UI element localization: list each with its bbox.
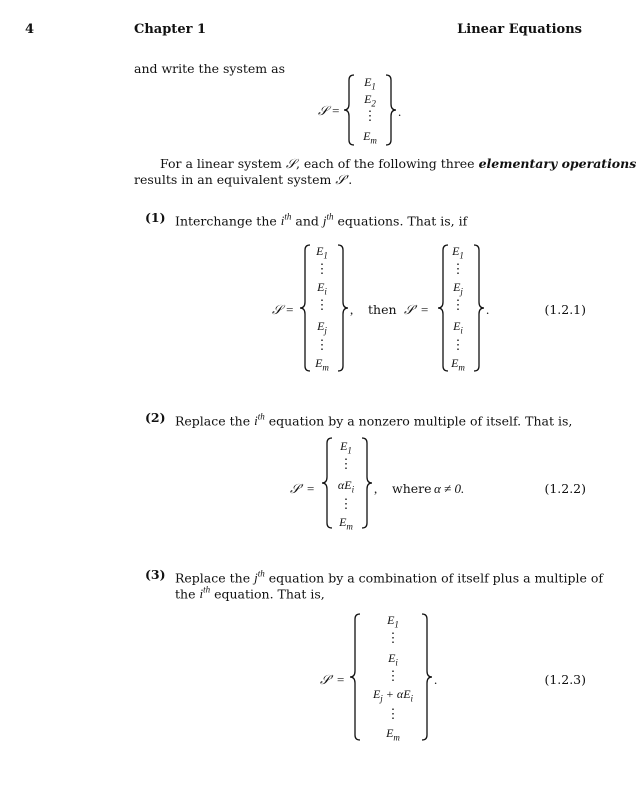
op1-text: Interchange the $i^{th}$ and $j^{th}$ equations. That is, if <box>175 212 468 229</box>
entry-ej-plus-alpha-ei: $E_j + \alpha E_i$ <box>372 687 414 704</box>
system-period: . <box>398 104 402 119</box>
eq-number-1-2-3: (1.2.3) <box>544 672 586 687</box>
eq1-lhs: 𝒮 = <box>272 302 295 317</box>
op3-text-line-2: the $i^{th}$ equation. That is, <box>175 585 325 602</box>
vdots: ⋮ <box>451 261 465 276</box>
eq3-column <box>358 613 428 741</box>
eq3-period: . <box>434 672 438 687</box>
entry-ej: $E_j$ <box>453 280 463 297</box>
eq-number-1-2-1: (1.2.1) <box>544 302 586 317</box>
system-lhs: 𝒮 = <box>318 103 341 118</box>
vdots: ⋮ <box>386 630 400 645</box>
entry-em: $E_m$ <box>339 515 353 532</box>
entry-e1: $E_1$ <box>364 75 376 92</box>
page-number: 4 <box>25 22 35 37</box>
entry-e1: $E_1$ <box>387 613 399 630</box>
vdots: ⋮ <box>386 706 400 721</box>
vdots: ⋮ <box>315 337 329 352</box>
entry-ei: $E_i$ <box>453 319 463 336</box>
paragraph-line-2: results in an equivalent system 𝒮′. <box>134 172 353 187</box>
right-brace-icon <box>336 244 350 372</box>
eq-number-1-2-2: (1.2.2) <box>544 481 586 496</box>
eq2-lhs: 𝒮′ = <box>290 481 315 496</box>
vdots: ⋮ <box>339 496 353 511</box>
entry-ei: $E_i$ <box>317 280 327 297</box>
chapter-title: Chapter 1 <box>134 22 207 37</box>
op3-text-line-1: Replace the $j^{th}$ equation by a combination of itself plus a multiple of <box>175 569 603 586</box>
entry-ei: $E_i$ <box>388 651 398 668</box>
vdots: ⋮ <box>315 261 329 276</box>
vdots: ⋮ <box>315 297 329 312</box>
eq1-period: . <box>486 302 490 317</box>
eq2-where: where <box>392 481 432 496</box>
eq1-comma: , <box>350 302 354 317</box>
vdots: ⋮ <box>386 668 400 683</box>
right-brace-icon <box>384 74 398 146</box>
eq1-rhs-label: 𝒮′ = <box>404 302 429 317</box>
op3-label: (3) <box>145 567 166 582</box>
eq3-lhs: 𝒮′ = <box>320 672 345 687</box>
right-brace-icon <box>420 613 434 741</box>
op2-text: Replace the $i^{th}$ equation by a nonzero multiple of itself. That is, <box>175 412 573 429</box>
vdots: ⋮ <box>451 337 465 352</box>
vdots: ⋮ <box>451 297 465 312</box>
op1-label: (1) <box>145 210 166 225</box>
op2-label: (2) <box>145 410 166 425</box>
entry-e1: $E_1$ <box>452 244 464 261</box>
right-brace-icon <box>472 244 486 372</box>
paragraph-line-1: For a linear system 𝒮, each of the following three elementary operations <box>160 156 636 171</box>
entry-em: $E_m$ <box>315 356 329 373</box>
eq2-condition: α ≠ 0. <box>434 481 465 496</box>
vdots: ⋮ <box>339 456 353 471</box>
eq2-comma: , <box>374 481 378 496</box>
eq1-then: then <box>368 302 397 317</box>
entry-e2: $E_2$ <box>364 92 376 109</box>
entry-em: $E_m$ <box>451 356 465 373</box>
right-brace-icon <box>360 437 374 529</box>
entry-e1: $E_1$ <box>340 439 352 456</box>
section-title: Linear Equations <box>457 22 582 37</box>
intro-text: and write the system as <box>134 61 285 76</box>
vdots: ⋮ <box>363 108 377 123</box>
entry-alpha-ei: $\alpha E_i$ <box>337 478 355 495</box>
entry-ej: $E_j$ <box>317 319 327 336</box>
entry-em: $E_m$ <box>363 129 377 146</box>
entry-em: $E_m$ <box>386 726 400 743</box>
entry-e1: $E_1$ <box>316 244 328 261</box>
